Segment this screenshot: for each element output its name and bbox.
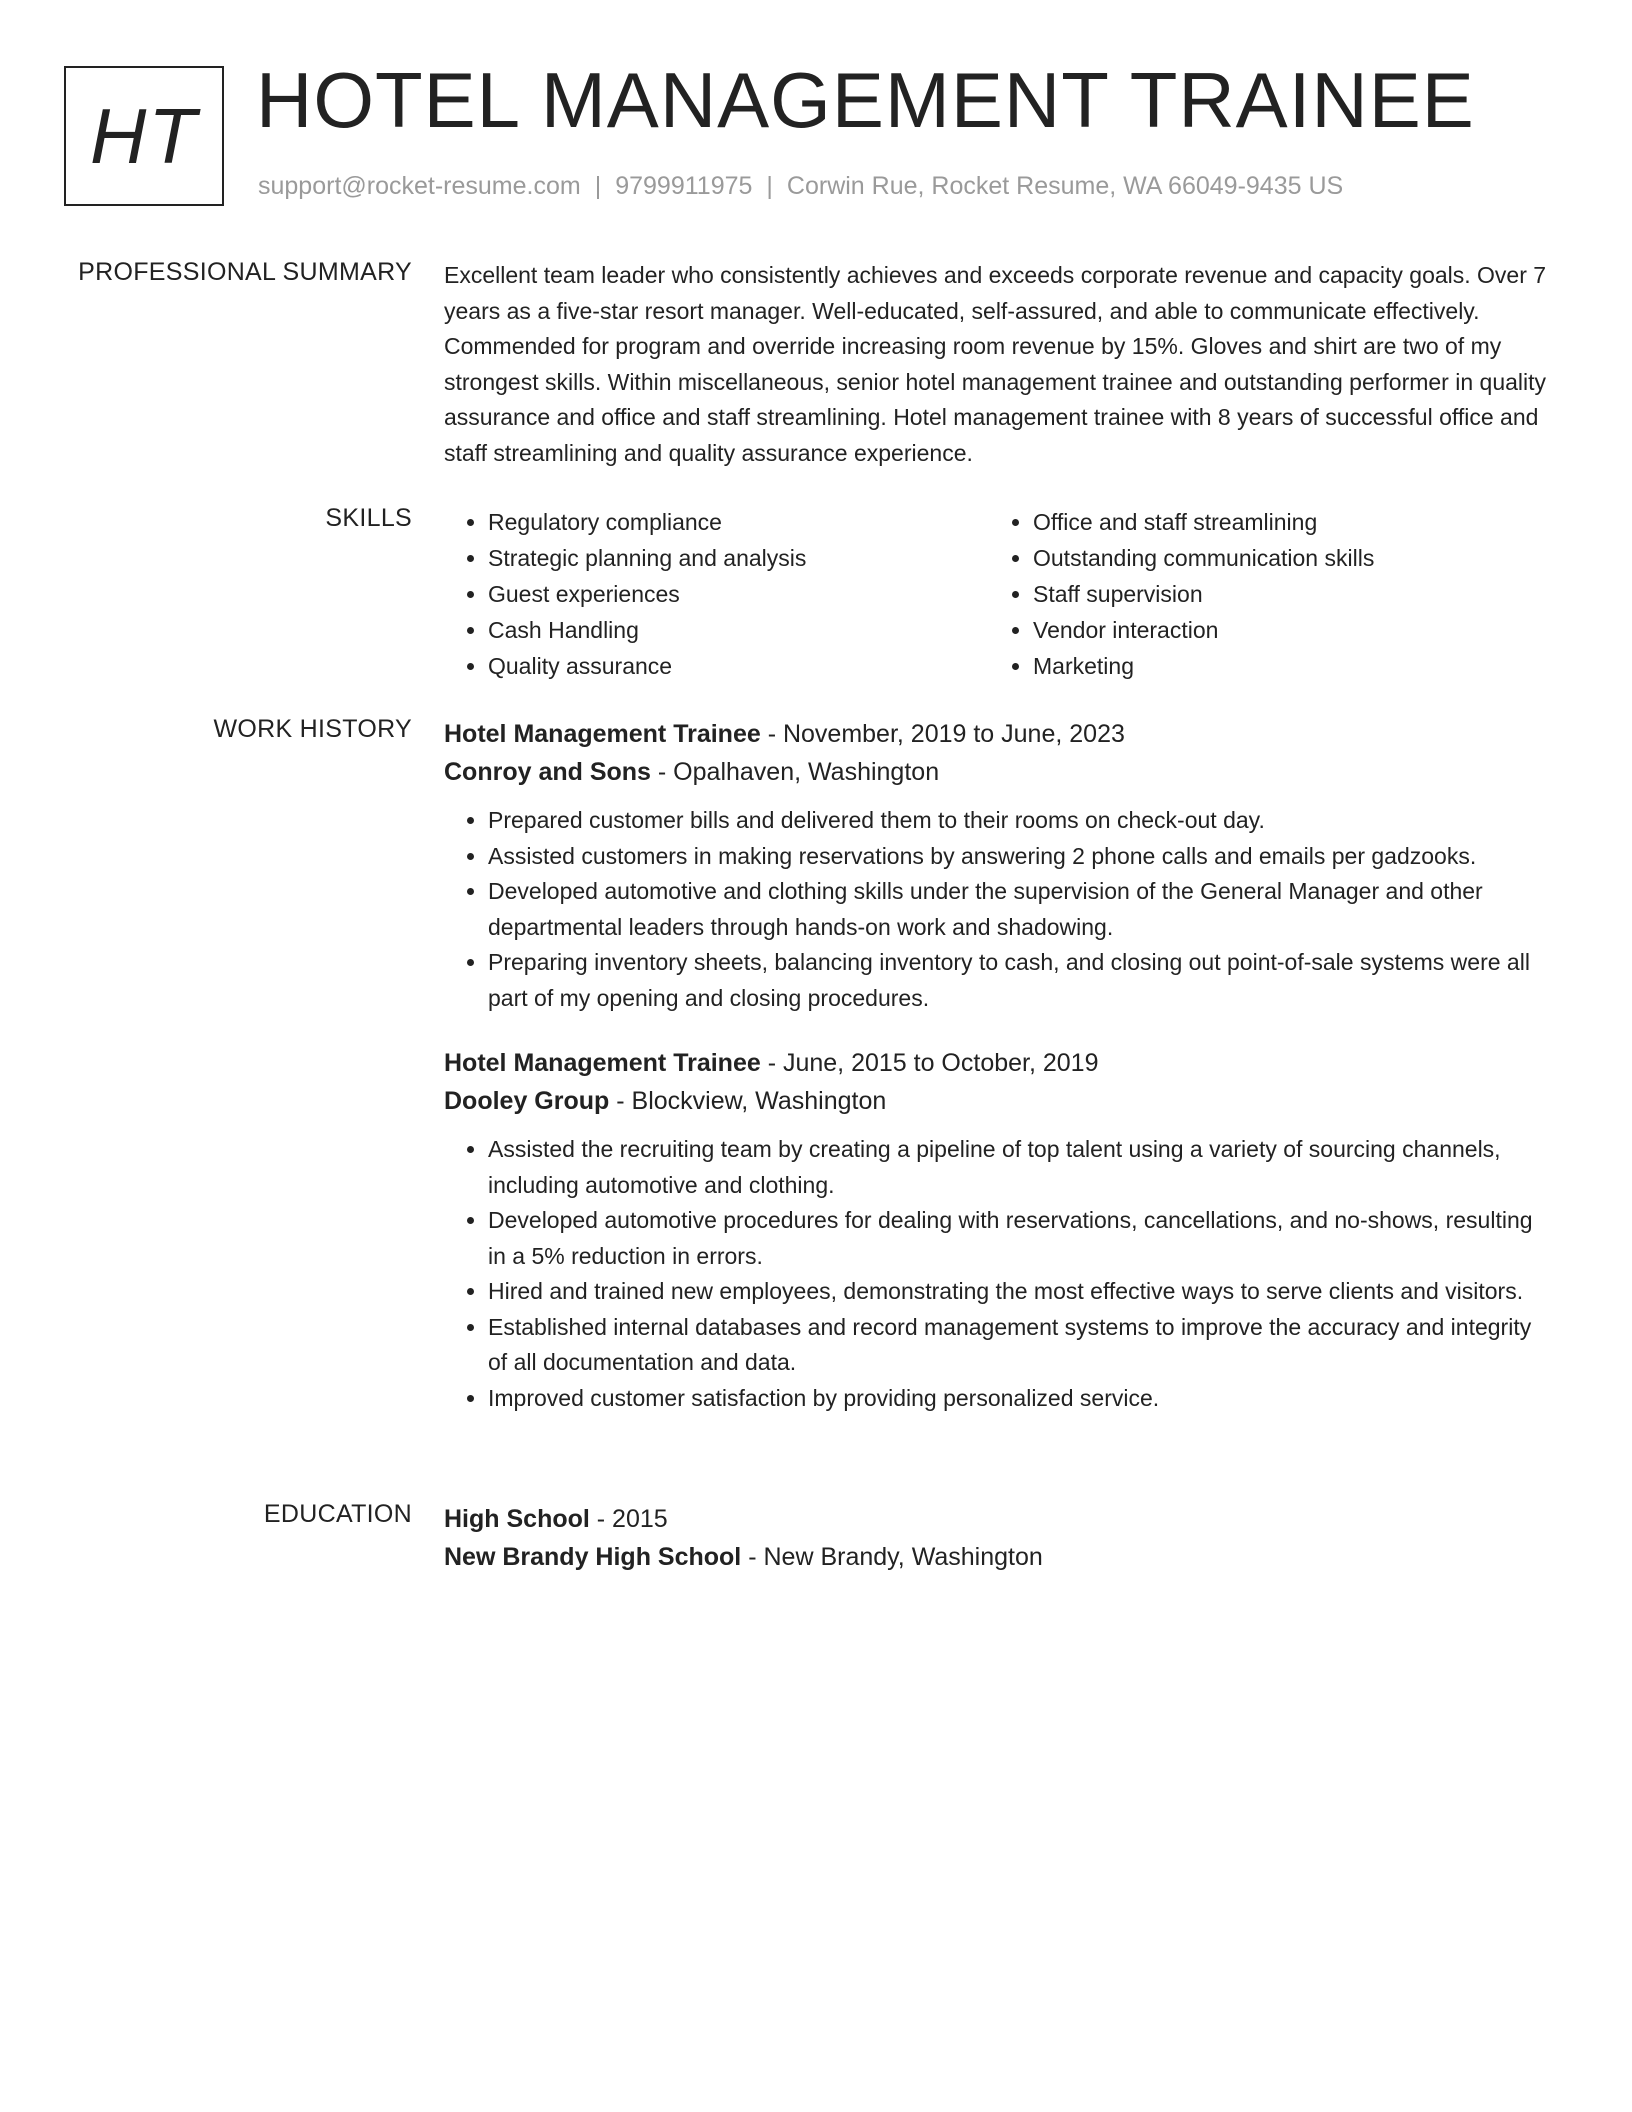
skill-item: • Regulatory compliance: [488, 504, 989, 540]
education-degree-line: [444, 1500, 1554, 1538]
education-location: - New Brandy, Washington: [741, 1543, 1043, 1571]
contact-address: Corwin Rue, Rocket Resume, WA 66049-9435 US: [786, 172, 1344, 200]
contact-phone: 9799911975: [615, 172, 753, 200]
skill-item: • Cash Handling: [488, 612, 989, 648]
education-school: New Brandy High School: [444, 1543, 742, 1571]
skill-item: • Outstanding communication skills: [1033, 540, 1534, 576]
skills-heading: SKILLS: [325, 504, 412, 532]
job-bullet: • Preparing inventory sheets, balancing inventory to cash, and closing out point-of-sale systems were all part of my opening and closing procedures.: [488, 945, 1554, 1016]
work-history-heading: WORK HISTORY: [213, 715, 412, 743]
monogram-badge: [64, 66, 224, 206]
job-location: - Opalhaven, Washington: [650, 758, 940, 786]
job-bullet: • Hired and trained new employees, demonstrating the most effective ways to serve clients and visitors.: [488, 1274, 1554, 1310]
job-company: Conroy and Sons: [444, 758, 651, 786]
summary-text: Excellent team leader who consistently achieves and exceeds corporate revenue and capacity goals. Over 7 years as a five-star resort manager. Well-educated, self-assured, and able to communicate effectively. Commended for program and override increasing room revenue by 15%. Gloves and shirt are two of my strongest skills. Within miscellaneous, senior hotel management trainee and outstanding performer in quality assurance and office and staff streamlining. Hotel management trainee with 8 years of successful office and staff streamlining and quality assurance experience.: [444, 262, 1547, 466]
skills-body: [444, 504, 1554, 684]
job-role: Hotel Management Trainee: [444, 720, 761, 748]
job-company: Dooley Group: [444, 1087, 610, 1115]
job-bullet: • Developed automotive and clothing skills under the supervision of the General Manager and other departmental leaders through hands-on work and shadowing.: [488, 874, 1554, 945]
education-school-line: [444, 1538, 1554, 1576]
job-title-line: [444, 1044, 1554, 1082]
job-bullet: • Established internal databases and record management systems to improve the accuracy and integrity of all documentation and data.: [488, 1310, 1554, 1381]
skill-item: • Guest experiences: [488, 576, 989, 612]
skill-item: • Marketing: [1033, 648, 1534, 684]
job-entry: [444, 715, 1554, 1016]
job-bullets: [444, 803, 1554, 1016]
skill-item: • Quality assurance: [488, 648, 989, 684]
skills-column-left: [444, 504, 989, 684]
job-bullet: • Assisted customers in making reservations by answering 2 phone calls and emails per gadzooks.: [488, 839, 1554, 875]
education-degree: High School: [444, 1505, 590, 1533]
job-bullet: • Prepared customer bills and delivered them to their rooms on check-out day.: [488, 803, 1554, 839]
job-bullets: [444, 1132, 1554, 1416]
job-role: Hotel Management Trainee: [444, 1049, 761, 1077]
skills-column-right: [989, 504, 1534, 684]
skill-item: • Strategic planning and analysis: [488, 540, 989, 576]
monogram-text: HT: [90, 91, 198, 180]
job-company-line: [444, 753, 1554, 791]
job-company-line: [444, 1082, 1554, 1120]
skill-item: • Office and staff streamlining: [1033, 504, 1534, 540]
resume-title: HOTEL MANAGEMENT TRAINEE: [256, 56, 1475, 144]
contact-separator: |: [594, 172, 602, 200]
summary-body: [444, 258, 1554, 471]
summary-heading: PROFESSIONAL SUMMARY: [78, 258, 412, 286]
contact-email: support@rocket-resume.com: [258, 172, 581, 200]
job-dates: - November, 2019 to June, 2023: [760, 720, 1125, 748]
job-bullet: • Improved customer satisfaction by providing personalized service.: [488, 1381, 1554, 1417]
job-location: - Blockview, Washington: [609, 1087, 887, 1115]
contact-separator: |: [766, 172, 773, 200]
job-bullet: • Developed automotive procedures for dealing with reservations, cancellations, and no-shows, resulting in a 5% reduction in errors.: [488, 1203, 1554, 1274]
education-heading: EDUCATION: [263, 1500, 412, 1528]
education-year: - 2015: [589, 1505, 668, 1533]
job-bullet: • Assisted the recruiting team by creating a pipeline of top talent using a variety of sourcing channels, including automotive and clothing.: [488, 1132, 1554, 1203]
job-entry: [444, 1044, 1554, 1416]
contact-line: [258, 172, 1343, 201]
skill-item: • Vendor interaction: [1033, 612, 1534, 648]
skill-item: • Staff supervision: [1033, 576, 1534, 612]
work-history-body: [444, 715, 1554, 1416]
job-title-line: [444, 715, 1554, 753]
job-dates: - June, 2015 to October, 2019: [760, 1049, 1099, 1077]
education-body: [444, 1500, 1554, 1576]
